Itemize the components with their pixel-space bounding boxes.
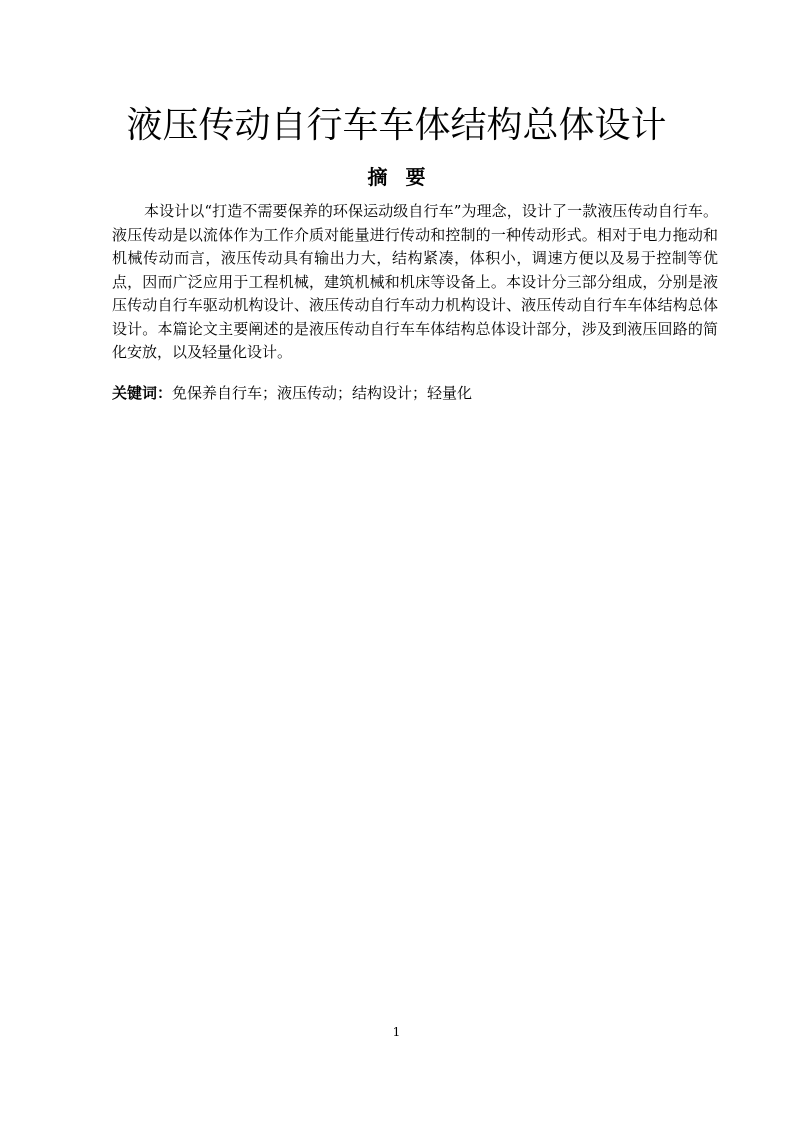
abstract-heading: 摘要 <box>367 165 444 189</box>
keywords-line <box>112 382 718 406</box>
document-title: 液压传动自行车车体结构总体设计 <box>126 105 667 146</box>
keywords-text: 免保养自行车；液压传动；结构设计；轻量化 <box>172 384 473 402</box>
page-number: 1 <box>392 1025 401 1039</box>
abstract-body: 本设计以“打造不需要保养的环保运动级自行车”为理念，设计了一款液压传动自行车。液压传动是以流体作为工作介质对能量进行传动和控制的一种传动形式。相对于电力拖动和机械传动而言，液压传动具有输出力大，结构紧凑，体积小，调速方便以及易于控制等优点，因而广泛应用于工程机械，建筑机械和机床等设备上。本设计分三部分组成，分别是液压传动自行车驱动机构设计、液压传动自行车动力机构设计、液压传动自行车车体结构总体设计。本篇论文主要阐述的是液压传动自行车车体结构总体设计部分，涉及到液压回路的简化安放，以及轻量化设计。 <box>112 202 718 361</box>
keywords-label: 关键词： <box>112 384 173 402</box>
